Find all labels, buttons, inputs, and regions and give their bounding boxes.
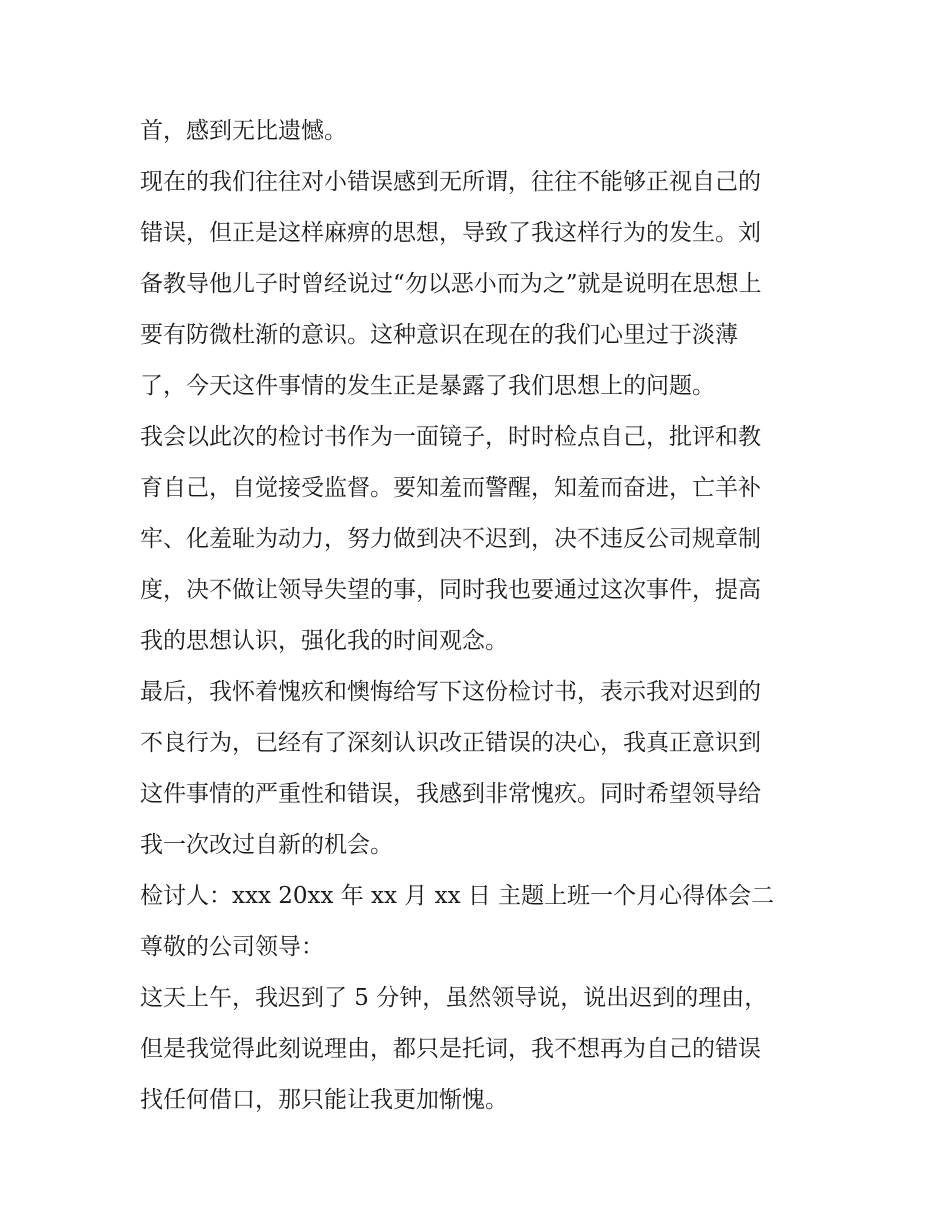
- text-line-5: 要有防微杜渐的意识。这种意识在现在的我们心里过于淡薄: [140, 322, 738, 348]
- text-line-16: 检讨人：xxx 20xx 年 xx 月 xx 日 主题上班一个月心得体会二: [140, 883, 775, 909]
- text-line-17: 尊敬的公司领导：: [140, 934, 324, 960]
- text-line-1: 首，感到无比遗憾。: [140, 118, 347, 144]
- text-line-6: 了，今天这件事情的发生正是暴露了我们思想上的问题。: [140, 373, 715, 399]
- text-line-15: 我一次改过自新的机会。: [140, 832, 393, 858]
- text-line-11: 我的思想认识，强化我的时间观念。: [140, 628, 508, 654]
- text-line-10: 度，决不做让领导失望的事，同时我也要通过这次事件，提高: [140, 577, 761, 603]
- text-line-14: 这件事情的严重性和错误，我感到非常愧疚。同时希望领导给: [140, 781, 761, 807]
- text-line-4: 备教导他儿子时曾经说过“勿以恶小而为之”就是说明在思想上: [140, 271, 762, 297]
- text-line-13: 不良行为，已经有了深刻认识改正错误的决心，我真正意识到: [140, 730, 761, 756]
- text-line-18: 这天上午，我迟到了 5 分钟，虽然领导说，说出迟到的理由，: [140, 985, 768, 1011]
- text-line-8: 育自己，自觉接受监督。要知羞而警醒，知羞而奋进，亡羊补: [140, 475, 761, 501]
- text-line-19: 但是我觉得此刻说理由，都只是托词，我不想再为自己的错误: [140, 1036, 761, 1062]
- text-line-2: 现在的我们往往对小错误感到无所谓，往往不能够正视自己的: [140, 169, 761, 195]
- text-line-9: 牢、化羞耻为动力，努力做到决不迟到，决不违反公司规章制: [140, 526, 761, 552]
- text-line-20: 找任何借口，那只能让我更加惭愧。: [140, 1087, 508, 1113]
- document-body: [140, 106, 820, 1126]
- text-line-12: 最后，我怀着愧疚和懊悔给写下这份检讨书，表示我对迟到的: [140, 679, 761, 705]
- text-line-3: 错误，但正是这样麻痹的思想，导致了我这样行为的发生。刘: [140, 220, 761, 246]
- text-line-7: 我会以此次的检讨书作为一面镜子，时时检点自己，批评和教: [140, 424, 761, 450]
